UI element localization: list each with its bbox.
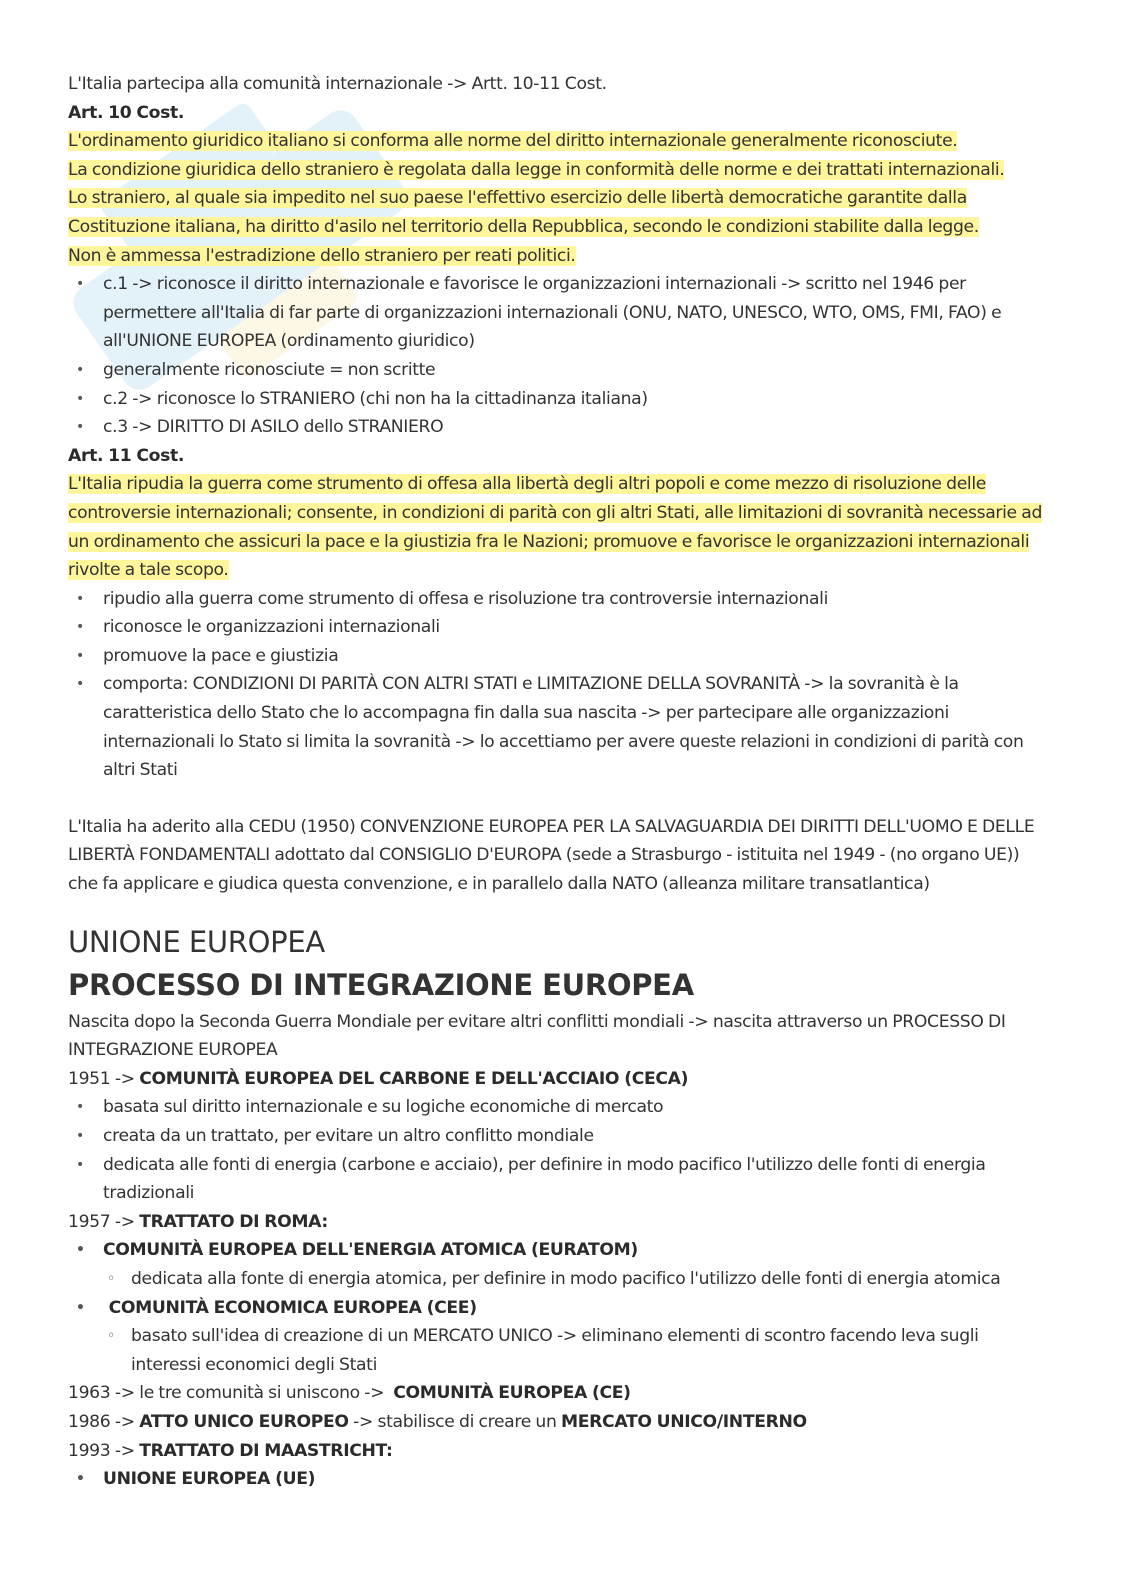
document-page [68, 70, 1043, 1494]
cee-sub-bullets [103, 1322, 1043, 1379]
list-item: • UNIONE EUROPEA (UE) [103, 1465, 1043, 1494]
list-item: • creata da un trattato, per evitare un altro conflitto mondiale [103, 1122, 1043, 1151]
roma-line: 1957 -> TRATTATO DI ROMA: [68, 1211, 328, 1232]
list-item: • generalmente riconosciute = non scritte [103, 356, 1043, 385]
list-item: ◦ basato sull'idea di creazione di un MERCATO UNICO -> eliminano elementi di scontro facendo leva sugli interessi economici degli Stati [131, 1322, 1043, 1379]
art11-heading: Art. 11 Cost. [68, 445, 185, 466]
list-item: • c.1 -> riconosce il diritto internazionale e favorisce le organizzazioni internazionali -> scritto nel 1946 per permettere all'Italia di far parte di organizzazioni internazionali (ONU, NATO, UNESCO, WTO, OMS, FMI, FAO) e all'UNIONE EUROPEA (ordinamento giuridico) [103, 270, 1043, 356]
ceca-line: 1951 -> COMUNITÀ EUROPEA DEL CARBONE E DELL'ACCIAIO (CECA) [68, 1068, 689, 1089]
cedu-paragraph: L'Italia ha aderito alla CEDU (1950) CONVENZIONE EUROPEA PER LA SALVAGUARDIA DEI DIRITTI DELL'UOMO E DELLE LIBERTÀ FONDAMENTALI adottato dal CONSIGLIO D'EUROPA (sede a Strasburgo - istituita nel 1949 - (no organo UE)) che fa applicare e giudica questa convenzione, e in parallelo dalla NATO (alleanza militare transatlantica) [68, 816, 1035, 895]
y1986-line: 1986 -> ATTO UNICO EUROPEO -> stabilisce di creare un MERCATO UNICO/INTERNO [68, 1411, 807, 1432]
art10-bullets [68, 270, 1043, 442]
art10-line-4: Non è ammessa l'estradizione dello straniero per reati politici. [68, 245, 576, 266]
art10-line-1: L'ordinamento giuridico italiano si conforma alle norme del diritto internazionale generalmente riconosciute. [68, 131, 958, 152]
art11-text: L'Italia ripudia la guerra come strumento di offesa alla libertà degli altri popoli e come mezzo di risoluzione delle controversie internazionali; consente, in condizioni di parità con gli altri Stati, alle limitazioni di sovranità necessarie ad un ordinamento che assicuri la pace e la giustizia fra le Nazioni; promuove e favorisce le organizzazioni internazionali rivolte a tale scopo. [68, 474, 1043, 581]
euratom-sub-bullets [103, 1265, 1043, 1294]
section-title: UNIONE EUROPEA [68, 924, 325, 959]
list-item: • COMUNITÀ ECONOMICA EUROPEA (CEE) ◦ basato sull'idea di creazione di un MERCATO UNICO -> eliminano elementi di scontro facendo leva sugli interessi economici degli Stati [103, 1294, 1043, 1380]
roma-bullets [68, 1236, 1043, 1379]
ceca-bullets [68, 1093, 1043, 1207]
subsection-title: PROCESSO DI INTEGRAZIONE EUROPEA [68, 967, 694, 1002]
art10-text [68, 127, 1043, 270]
list-item: • ripudio alla guerra come strumento di offesa e risoluzione tra controversie internazionali [103, 585, 1043, 614]
list-item: • c.3 -> DIRITTO DI ASILO dello STRANIERO [103, 413, 1043, 442]
list-item: • c.2 -> riconosce lo STRANIERO (chi non ha la cittadinanza italiana) [103, 385, 1043, 414]
art10-line-2: La condizione giuridica dello straniero è regolata dalla legge in conformità delle norme e dei trattati internazionali. [68, 159, 1005, 180]
intro-line: L'Italia partecipa alla comunità internazionale -> Artt. 10-11 Cost. [68, 74, 607, 94]
list-item: • basata sul diritto internazionale e su logiche economiche di mercato [103, 1093, 1043, 1122]
list-item: • dedicata alle fonti di energia (carbone e acciaio), per definire in modo pacifico l'utilizzo delle fonti di energia tradizionali [103, 1151, 1043, 1208]
list-item: • COMUNITÀ EUROPEA DELL'ENERGIA ATOMICA (EURATOM) ◦ dedicata alla fonte di energia atomica, per definire in modo pacifico l'utilizzo delle fonti di energia atomica [103, 1236, 1043, 1293]
art11-bullets [68, 585, 1043, 785]
list-item: ◦ dedicata alla fonte di energia atomica, per definire in modo pacifico l'utilizzo delle fonti di energia atomica [131, 1265, 1043, 1294]
art10-heading: Art. 10 Cost. [68, 102, 185, 123]
y1963-line: 1963 -> le tre comunità si uniscono -> COMUNITÀ EUROPEA (CE) [68, 1383, 631, 1404]
integration-intro: Nascita dopo la Seconda Guerra Mondiale per evitare altri conflitti mondiali -> nascita attraverso un PROCESSO DI INTEGRAZIONE EUROPEA [68, 1011, 1006, 1061]
list-item: • comporta: CONDIZIONI DI PARITÀ CON ALTRI STATI e LIMITAZIONE DELLA SOVRANITÀ -> la sovranità è la caratteristica dello Stato che lo accompagna fin dalla sua nascita -> per partecipare alle organizzazioni internazionali lo Stato si limita la sovranità -> lo accettiamo per avere queste relazioni in condizioni di parità con altri Stati [103, 670, 1043, 784]
y1993-bullets [68, 1465, 1043, 1494]
art10-line-3: Lo straniero, al quale sia impedito nel suo paese l'effettivo esercizio delle libertà democratiche garantite dalla Costituzione italiana, ha diritto d'asilo nel territorio della Repubblica, secondo le condizioni stabilite dalla legge. [68, 188, 979, 237]
list-item: • promuove la pace e giustizia [103, 642, 1043, 671]
list-item: • riconosce le organizzazioni internazionali [103, 613, 1043, 642]
y1993-line: 1993 -> TRATTATO DI MAASTRICHT: [68, 1440, 393, 1461]
